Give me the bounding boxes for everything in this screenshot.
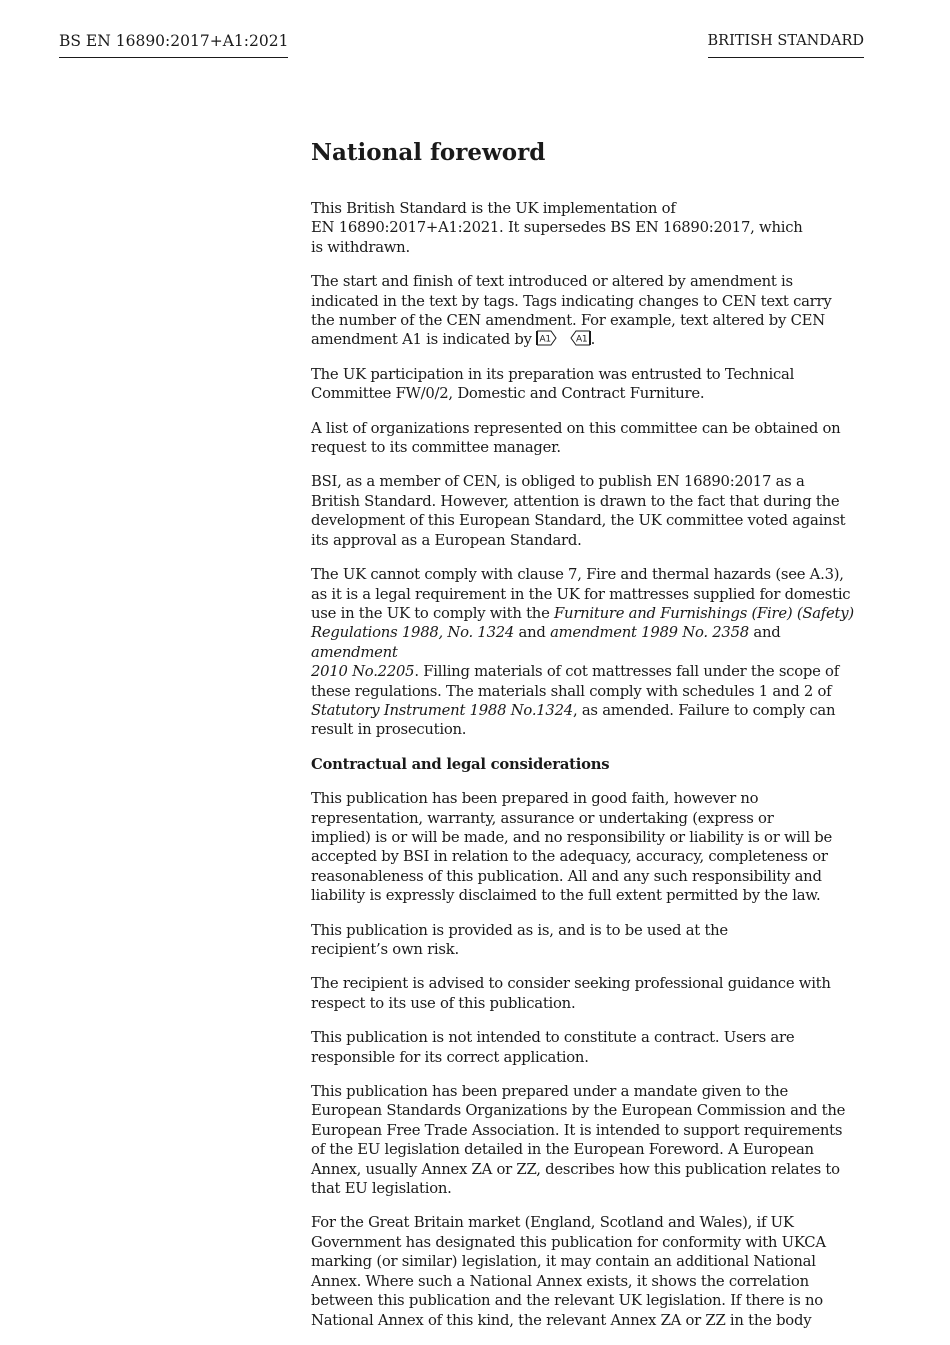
paragraph-bsi-obligation: BSI, as a member of CEN, is obliged to publish EN 16890:2017 as a British Standard. However, attention is drawn to the fact that during the development of this European Standard, the UK committee voted against its approval as a European Standard. (311, 473, 846, 549)
svg-text:A1: A1 (575, 334, 588, 345)
paragraph-mandate: This publication has been prepared under a mandate given to the European Standards Organizations by the European Commission and the European Free Trade Association. It is intended to support requirements of the EU legislation detailed in the European Foreword. A European Annex, usually Annex ZA or ZZ, describes how this publication relates to that EU legislation. (311, 1083, 846, 1198)
paragraph-implementation: This British Standard is the UK implementation of EN 16890:2017+A1:2021. It supersedes BS EN 16890:2017, which is withdrawn. (311, 200, 803, 256)
svg-text:A1: A1 (539, 334, 552, 345)
header-document-number: BS EN 16890:2017+A1:2021 (59, 31, 288, 58)
header-document-type: BRITISH STANDARD (708, 31, 865, 58)
paragraph-committee-list: A list of organizations represented on this committee can be obtained on request to its committee manager. (311, 419, 841, 457)
main-content (311, 138, 871, 1345)
paragraph-not-contract: This publication is not intended to constitute a contract. Users are responsible for its correct application. (311, 1029, 795, 1066)
paragraph-own-risk: This publication is provided as is, and is to be used at the recipient’s own risk. (311, 921, 728, 958)
page-title: National foreword (311, 139, 546, 166)
paragraph-uk-participation: The UK participation in its preparation was entrusted to Technical Committee FW/0/2, Domestic and Contract Furniture. (311, 365, 795, 403)
paragraph-professional-guidance: The recipient is advised to consider seeking professional guidance with respect to its use of this publication. (311, 975, 831, 1012)
paragraph-amendment-tags: The start and finish of text introduced or altered by amendment is indicated in the text by tags. Tags indicating changes to CEN text carry the number of the CEN amendment. For example, text altered by CEN amendment A1 is indicated by A1 A1 . (311, 273, 832, 349)
amendment-end-tag-icon (569, 330, 591, 346)
paragraph-fire-hazards: The UK cannot comply with clause 7, Fire and thermal hazards (see A.3), as it is a legal requirement in the UK for mattresses supplied for domestic use in the UK to comply with the Furniture and Furnishings (Fire) (Safety) Regulations 1988, No. 1324 and amendment 1989 No. 2358 and amendment 2010 No.2205. Filling materials of cot mattresses fall under the scope of these regulations. The materials shall comply with schedules 1 and 2 of Statutory Instrument 1988 No.1324, as amended. Failure to comply can result in prosecution. (311, 566, 854, 739)
paragraph-good-faith: This publication has been prepared in good faith, however no representation, warranty, assurance or undertaking (express or implied) is or will be made, and no responsibility or liability is or will be accepted by BSI in relation to the adequacy, accuracy, completeness or reasonableness of this publication. All and any such responsibility and liability is expressly disclaimed to the full extent permitted by the law. (311, 790, 833, 905)
section-subheading: Contractual and legal considerations (311, 755, 610, 773)
amendment-start-tag-icon (536, 330, 558, 346)
paragraph-gb-market: For the Great Britain market (England, Scotland and Wales), if UK Government has designated this publication for conformity with UKCA marking (or similar) legislation, it may contain an additional National Annex. Where such a National Annex exists, it shows the correlation between this publication and the relevant UK legislation. If there is no National Annex of this kind, the relevant Annex ZA or ZZ in the body (311, 1214, 826, 1329)
